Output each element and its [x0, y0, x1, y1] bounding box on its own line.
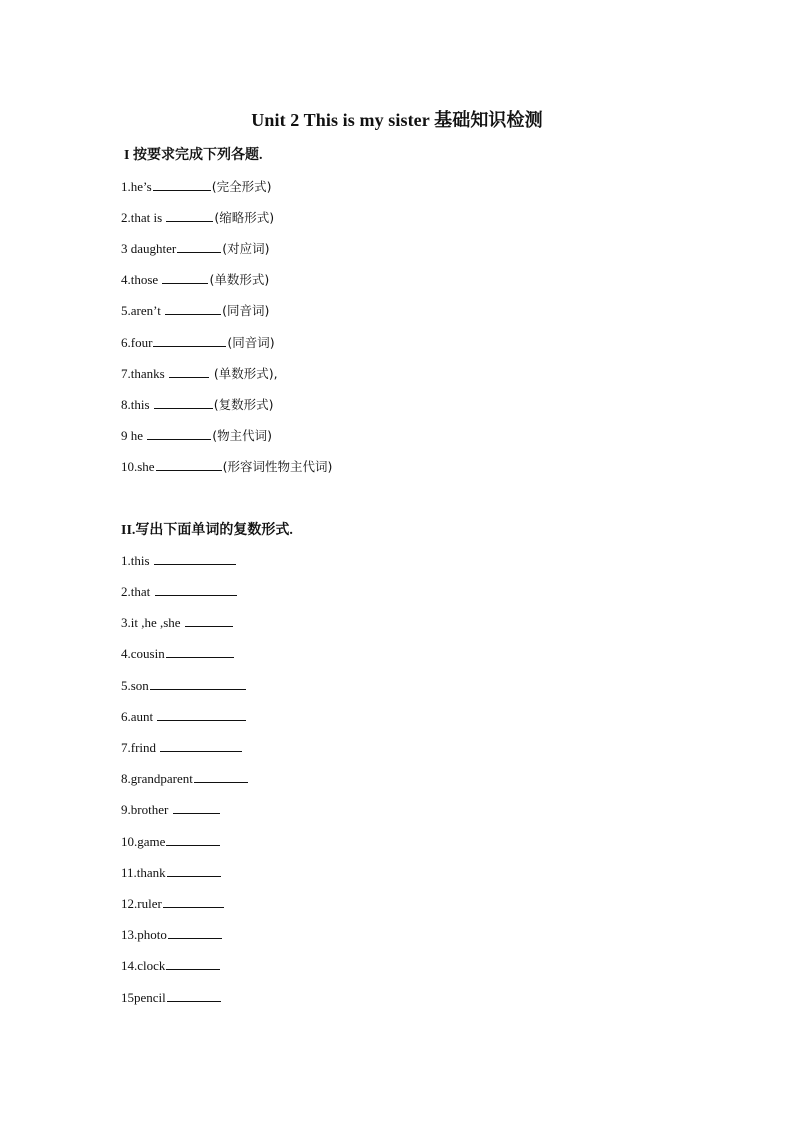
- exercise-item: [121, 676, 247, 695]
- item-prompt: 14.clock: [121, 958, 166, 973]
- answer-blank[interactable]: [150, 676, 246, 690]
- exercise-item: [121, 551, 237, 570]
- answer-blank[interactable]: [177, 239, 221, 253]
- item-hint: (完全形式): [211, 179, 272, 194]
- exercise-item: [121, 832, 221, 851]
- exercise-item: [121, 364, 278, 383]
- answer-blank[interactable]: [153, 333, 226, 347]
- answer-blank[interactable]: [147, 426, 211, 440]
- item-prompt: 1.he’s: [121, 179, 152, 194]
- item-prompt: 5.son: [121, 678, 149, 693]
- item-hint: (单数形式): [209, 272, 270, 287]
- item-prompt: 2.that is: [121, 210, 163, 225]
- exercise-item: [121, 270, 269, 289]
- page-title: Unit 2 This is my sister 基础知识检测: [251, 110, 543, 130]
- item-prompt: 10.she: [121, 459, 155, 474]
- section1-heading: I 按要求完成下列各题.: [124, 148, 263, 163]
- exercise-item: [121, 894, 225, 913]
- item-prompt: 7.thanks: [121, 366, 165, 381]
- item-hint: (单数形式),: [209, 366, 278, 381]
- item-prompt: 2.that: [121, 584, 151, 599]
- exercise-item: [121, 582, 238, 601]
- item-prompt: 9 he: [121, 428, 144, 443]
- item-prompt: 7.frind: [121, 740, 157, 755]
- answer-blank[interactable]: [169, 364, 209, 378]
- exercise-item: [121, 395, 274, 414]
- answer-blank[interactable]: [166, 832, 220, 846]
- item-prompt: 9.brother: [121, 802, 169, 817]
- exercise-item: [121, 239, 270, 258]
- item-prompt: 3.it ,he ,she: [121, 615, 181, 630]
- item-prompt: 10.game: [121, 834, 166, 849]
- item-prompt: 8.this: [121, 397, 150, 412]
- item-prompt: 1.this: [121, 553, 150, 568]
- item-prompt: 12.ruler: [121, 896, 162, 911]
- answer-blank[interactable]: [163, 894, 224, 908]
- answer-blank[interactable]: [165, 301, 221, 315]
- exercise-item: [121, 956, 221, 975]
- answer-blank[interactable]: [194, 769, 248, 783]
- answer-blank[interactable]: [166, 644, 234, 658]
- answer-blank[interactable]: [185, 613, 233, 627]
- answer-blank[interactable]: [155, 582, 237, 596]
- item-prompt: 4.those: [121, 272, 159, 287]
- answer-blank[interactable]: [173, 800, 220, 814]
- answer-blank[interactable]: [166, 956, 220, 970]
- answer-blank[interactable]: [153, 177, 211, 191]
- section2-heading: II.写出下面单词的复数形式.: [121, 523, 293, 538]
- exercise-item: [121, 769, 249, 788]
- exercise-item: [121, 988, 222, 1007]
- exercise-item: [121, 457, 332, 476]
- exercise-item: [121, 738, 243, 757]
- answer-blank[interactable]: [167, 988, 221, 1002]
- item-prompt: 13.photo: [121, 927, 167, 942]
- item-hint: (形容词性物主代词): [222, 459, 333, 474]
- item-hint: (复数形式): [213, 397, 274, 412]
- item-hint: (同音词): [222, 303, 270, 318]
- item-hint: (对应词): [222, 241, 270, 256]
- exercise-item: [121, 707, 247, 726]
- item-prompt: 11.thank: [121, 865, 166, 880]
- answer-blank[interactable]: [168, 925, 222, 939]
- answer-blank[interactable]: [166, 208, 213, 222]
- exercise-item: [121, 426, 272, 445]
- answer-blank[interactable]: [162, 270, 208, 284]
- exercise-item: [121, 208, 274, 227]
- answer-blank[interactable]: [154, 395, 213, 409]
- exercise-item: [121, 177, 271, 196]
- exercise-item: [121, 301, 269, 320]
- item-prompt: 3 daughter: [121, 241, 177, 256]
- item-hint: (物主代词): [212, 428, 273, 443]
- item-prompt: 15pencil: [121, 990, 166, 1005]
- item-prompt: 8.grandparent: [121, 771, 193, 786]
- exercise-item: [121, 925, 223, 944]
- answer-blank[interactable]: [167, 863, 221, 877]
- answer-blank[interactable]: [154, 551, 236, 565]
- exercise-item: [121, 333, 275, 352]
- item-prompt: 5.aren’t: [121, 303, 161, 318]
- exercise-item: [121, 863, 222, 882]
- answer-blank[interactable]: [157, 707, 246, 721]
- answer-blank[interactable]: [156, 457, 222, 471]
- exercise-item: [121, 613, 234, 632]
- item-prompt: 4.cousin: [121, 646, 165, 661]
- exercise-item: [121, 644, 235, 663]
- answer-blank[interactable]: [160, 738, 242, 752]
- item-hint: (同音词): [227, 335, 275, 350]
- exercise-item: [121, 800, 221, 819]
- item-prompt: 6.four: [121, 335, 153, 350]
- item-hint: (缩略形式): [214, 210, 275, 225]
- item-prompt: 6.aunt: [121, 709, 154, 724]
